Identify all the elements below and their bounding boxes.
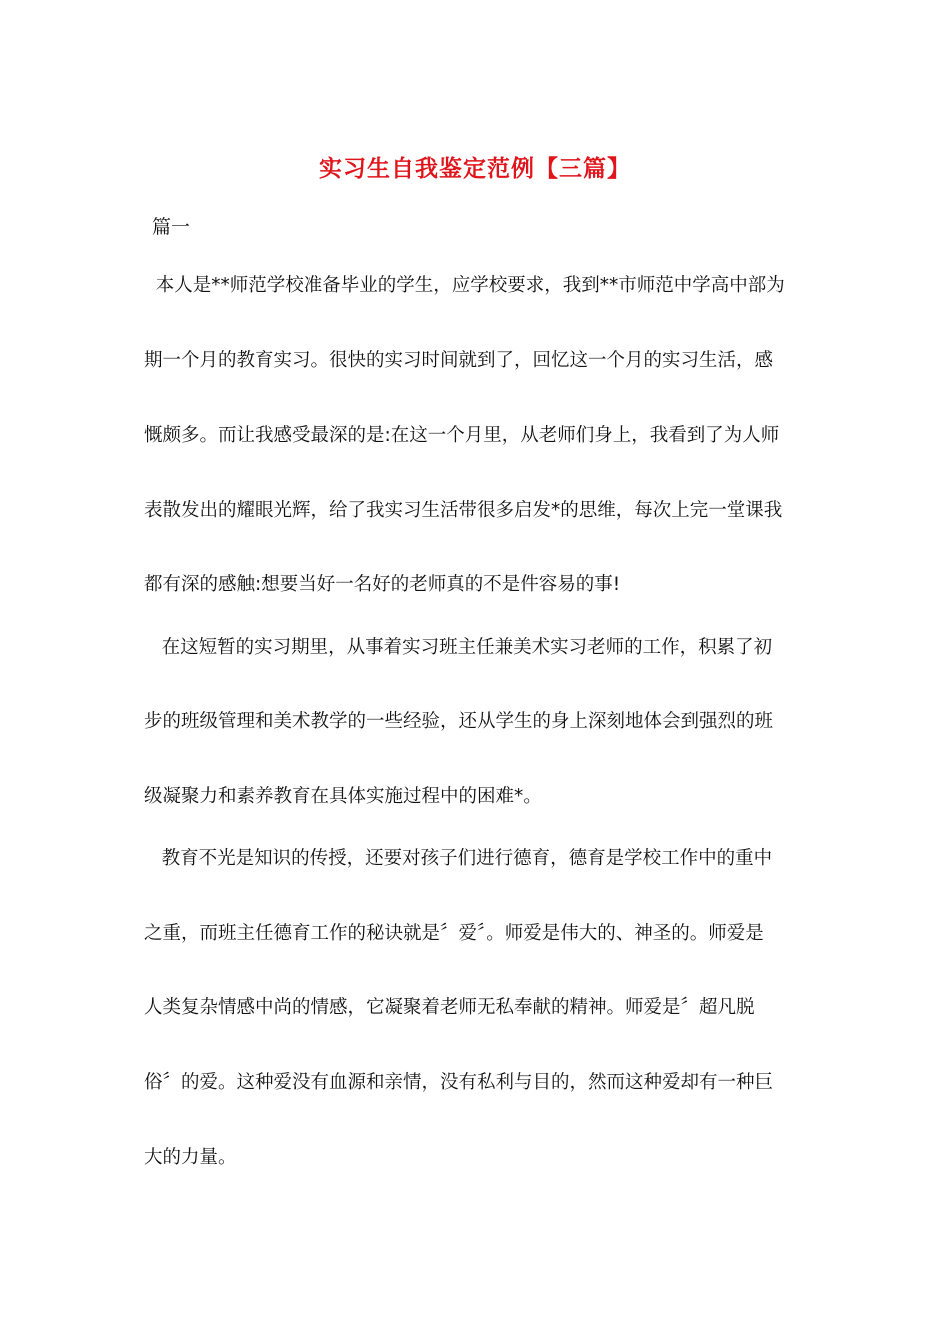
section-heading: 篇一 (152, 216, 191, 238)
paragraph-line: 教育不光是知识的传授，还要对孩子们进行德育，德育是学校工作中的重中 (144, 848, 773, 869)
paragraph-line: 期一个月的教育实习。很快的实习时间就到了，回忆这一个月的实习生活，感 (144, 350, 774, 371)
paragraph-line: 本人是**师范学校准备毕业的学生，应学校要求，我到**市师范中学高中部为 (144, 275, 785, 296)
paragraph-line: 人类复杂情感中尚的情感，它凝聚着老师无私奉献的精神。师爱是〞超凡脱 (144, 997, 755, 1018)
paragraph-line: 表散发出的耀眼光辉，给了我实习生活带很多启发*的思维，每次上完一堂课我 (144, 500, 783, 521)
paragraph-line: 俗〞的爱。这种爱没有血源和亲情，没有私利与目的，然而这种爱却有一种巨 (144, 1072, 774, 1093)
paragraph-line: 大的力量。 (144, 1147, 237, 1168)
paragraph-line: 慨颇多。而让我感受最深的是:在这一个月里，从老师们身上，我看到了为人师 (144, 425, 780, 446)
paragraph-line: 都有深的感触:想要当好一名好的老师真的不是件容易的事! (144, 574, 621, 595)
document-title: 实习生自我鉴定范例【三篇】 (319, 155, 631, 182)
paragraph-line: 之重，而班主任德育工作的秘诀就是〞爱〞。师爱是伟大的、神圣的。师爱是 (144, 923, 764, 944)
paragraph-line: 在这短暂的实习期里，从事着实习班主任兼美术实习老师的工作，积累了初 (144, 637, 773, 658)
paragraph-line: 步的班级管理和美术教学的一些经验，还从学生的身上深刻地体会到强烈的班 (144, 711, 774, 732)
paragraph-line: 级凝聚力和素养教育在具体实施过程中的困难*。 (144, 786, 542, 807)
